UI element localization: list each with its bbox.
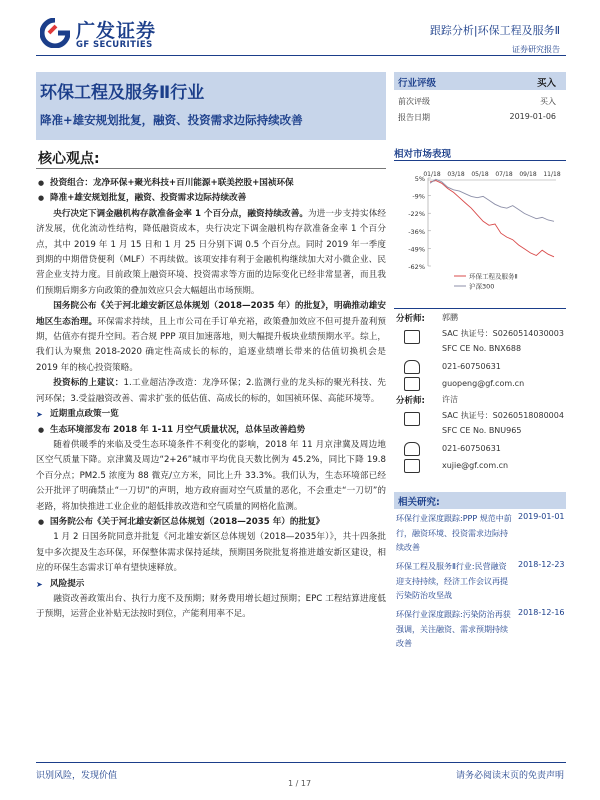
- y-tick-label: -9%: [412, 192, 425, 201]
- paragraph-rrr-lead: 央行决定下调金融机构存款准备金率 1 个百分点，融资持续改善。: [53, 208, 309, 219]
- bullet-air-quality: ● 生态环境部发布 2018 年 1-11 月空气质量状况，总体呈改善趋势: [36, 423, 386, 438]
- related-item-3-date: 2018-12-16: [518, 608, 565, 617]
- report-date-value: 2019-01-06: [509, 112, 556, 121]
- rating-value: 买入: [536, 78, 556, 89]
- paragraph-rrr: [36, 207, 386, 299]
- y-tick-label: -36%: [408, 227, 425, 236]
- rating-header: [394, 72, 566, 90]
- legend-label-1: 环保工程及服务Ⅱ: [469, 272, 518, 281]
- report-date-label: 报告日期: [398, 113, 430, 122]
- related-item-1[interactable]: 环保行业深度跟踪:PPP 规范中前行，融资环境、投资需求边际持续改善: [396, 514, 512, 552]
- y-tick-label: -22%: [408, 210, 425, 219]
- paragraph-xiongan-lead: 国务院公布《关于河北雄安新区总体规划（2018—2035 年）的批复》，明确推动雄安地区生态治理。: [36, 301, 386, 327]
- report-date-row: [394, 112, 566, 124]
- id-card-icon: [404, 330, 420, 344]
- main-body: [36, 176, 386, 623]
- phone-icon: [404, 442, 420, 456]
- paragraph-targets-text: 1.工业超洁净改造：龙净环保；2.监测行业的龙头标的聚光科技、先河环保；3.受益融资改善、需求扩张的低估值、高成长的标的，如国祯环保、高能环境等。: [36, 378, 386, 404]
- related-item-3[interactable]: 环保行业深度跟踪:污染防治再获强调，关注融资、需求预期持续改善: [396, 610, 511, 648]
- related-item-2-date: 2018-12-23: [518, 560, 565, 569]
- bullet-rrr-cut: ● 降准+雄安规划批复，融资、投资需求边际持续改善: [36, 191, 386, 206]
- relative-performance-chart: [394, 162, 566, 302]
- paragraph-risk: 融资改善政策出台、执行力度不及预期；财务费用增长超过预期；EPC 工程结算进度低于预期，运营企业补贴无法按时到位，产能利用率不足。: [36, 593, 386, 620]
- x-tick-label: 03/18: [447, 171, 465, 178]
- report-title: 环保工程及服务Ⅱ行业: [40, 83, 205, 103]
- section-policy-heading: ➤ 近期重点政策一览: [36, 407, 386, 422]
- report-subtype: 证券研究报告: [512, 45, 560, 54]
- y-tick-label: 5%: [414, 175, 425, 183]
- analyst1-divider: [394, 308, 566, 309]
- analyst2-email[interactable]: xujie@gf.com.cn: [442, 461, 509, 470]
- title-banner: [36, 72, 386, 140]
- bullet-portfolio: ● 投资组合：龙净环保+聚光科技+百川能源+联美控股+国祯环保: [36, 176, 386, 191]
- id-card-icon: [404, 412, 420, 426]
- market-chart-divider: [394, 160, 566, 161]
- analyst2-name: 许洁: [442, 395, 458, 404]
- x-tick-label: 09/18: [519, 171, 537, 178]
- paragraph-targets: [36, 376, 386, 407]
- analyst1-label: 分析师:: [396, 314, 425, 324]
- paragraph-xiongan-text: 环保需求持续，且上市公司在手订单充裕，政策叠加效应不但可提升盈利预期，估值亦有提升空间。若合规 PPP 项目加速落地，则大幅提升板块业绩预期水平。综上，我们认为聚焦 2018-2020 确定性高成长的标的，追逐业绩增长带来的估值切换机会是 2019 年的核心投资策略。: [36, 316, 386, 373]
- paragraph-air-quality: 随着供暖季的来临及受生态环境条件不利变化的影响，2018 年 11 月京津冀及周边地区空气质量下降。京津冀及周边“2+26”城市平均优良天数比例为 45.2%，同比下降 19.8 个百分点；PM2.5 浓度为 88 微克/立方米，同比上升 33.3%。我们认为，生态环境部已经公开批评了明确禁止“一刀切”的声明，地方政府面对空气质量的恶化，不会重走“一刀切”的老路，将加快推进工业企业的超低排放改造和空气质量的网格化监测。: [36, 439, 386, 512]
- core-divider: [36, 168, 386, 169]
- paragraph-xiongan-plan: 1 月 2 日国务院同意并批复《河北雄安新区总体规划（2018—2035年）》，共十四条批复中多次提及生态环保，环保整体需求保持延续，预期国务院批复将推进雄安新区建设，相应的环保生态需求订单有望快速释放。: [36, 532, 386, 574]
- header-divider: [36, 55, 566, 56]
- x-tick-label: 01/18: [423, 171, 441, 178]
- footer-divider: [36, 762, 566, 763]
- analyst2-sac: SAC 执证号：S0260518080004: [442, 411, 564, 420]
- analyst1-name: 郭鹏: [442, 313, 458, 322]
- paragraph-xiongan: [36, 299, 386, 376]
- report-subtitle: 降准+雄安规划批复，融资、投资需求边际持续改善: [40, 113, 303, 127]
- prev-rating-label: 前次评级: [398, 97, 430, 106]
- market-chart-title: 相对市场表现: [394, 149, 452, 160]
- analyst1-email[interactable]: guopeng@gf.com.cn: [442, 379, 525, 388]
- bullet-xiongan-plan: ● 国务院公布《关于河北雄安新区总体规划（2018—2035 年）的批复》: [36, 515, 386, 530]
- page-number: 1 / 17: [288, 779, 312, 788]
- footer-disclaimer: 请务必阅读末页的免责声明: [455, 771, 564, 781]
- gf-logo-icon: [40, 18, 70, 48]
- logo-text-cn: 广发证券: [76, 20, 157, 42]
- phone-icon: [404, 360, 420, 374]
- analyst2-label: 分析师:: [396, 396, 425, 406]
- y-tick-label: -62%: [408, 263, 425, 271]
- email-icon: [404, 459, 420, 473]
- email-icon: [404, 377, 420, 391]
- related-research-title: 相关研究:: [398, 497, 440, 508]
- x-tick-label: 11/18: [543, 171, 561, 178]
- y-tick-label: -49%: [408, 245, 425, 254]
- rating-label: 行业评级: [398, 78, 437, 89]
- company-logo: [40, 14, 170, 54]
- logo-text-en: GF SECURITIES: [76, 40, 153, 50]
- paragraph-rrr-text: 为进一步支持实体经济发展，优化流动性结构，降低融资成本，央行决定下调金融机构存款准备金率 1 个百分点，其中 2019 年 1 月 15 日和 1 月 25 日分别下调 0.5 个百分点。同时 2019 年一季度到期的中期借贷便利（MLF）不再续做。该项安排有利于金融机构继续加大对小微企业、民营企业支持力度。目前政策上融资环境、投资需求等方面的边际变化已经非常显著，而且我们预期后期多方向政策的叠加效应只会大幅超出市场预期。: [36, 208, 386, 296]
- related-item-2[interactable]: 环保工程及服务Ⅱ行业:民营融资迎支持持续，经济工作会议再提污染防治攻坚战: [396, 562, 508, 600]
- paragraph-targets-lead: 投资标的上建议：: [53, 378, 124, 389]
- analyst1-sfc: SFC CE No. BNX688: [442, 344, 522, 353]
- series-line-2: [430, 179, 554, 221]
- legend-label-2: 沪深300: [469, 282, 495, 291]
- analyst1-sac: SAC 执证号：S0260514030003: [442, 329, 564, 338]
- core-views-heading: 核心观点:: [38, 151, 100, 167]
- x-tick-label: 07/18: [495, 171, 513, 178]
- analyst2-phone: 021-60750631: [442, 444, 501, 453]
- section-risk-heading: ➤ 风险提示: [36, 577, 386, 592]
- report-type: 跟踪分析|环保工程及服务Ⅱ: [429, 24, 560, 37]
- analyst2-sfc: SFC CE No. BNU965: [442, 426, 522, 435]
- prev-rating-row: [394, 96, 566, 108]
- x-tick-label: 05/18: [471, 171, 489, 178]
- footer-slogan: 识别风险，发现价值: [36, 771, 118, 781]
- analyst1-phone: 021-60750631: [442, 362, 501, 371]
- related-research-header: [394, 492, 566, 509]
- prev-rating-value: 买入: [540, 97, 556, 106]
- related-item-1-date: 2019-01-01: [518, 512, 565, 521]
